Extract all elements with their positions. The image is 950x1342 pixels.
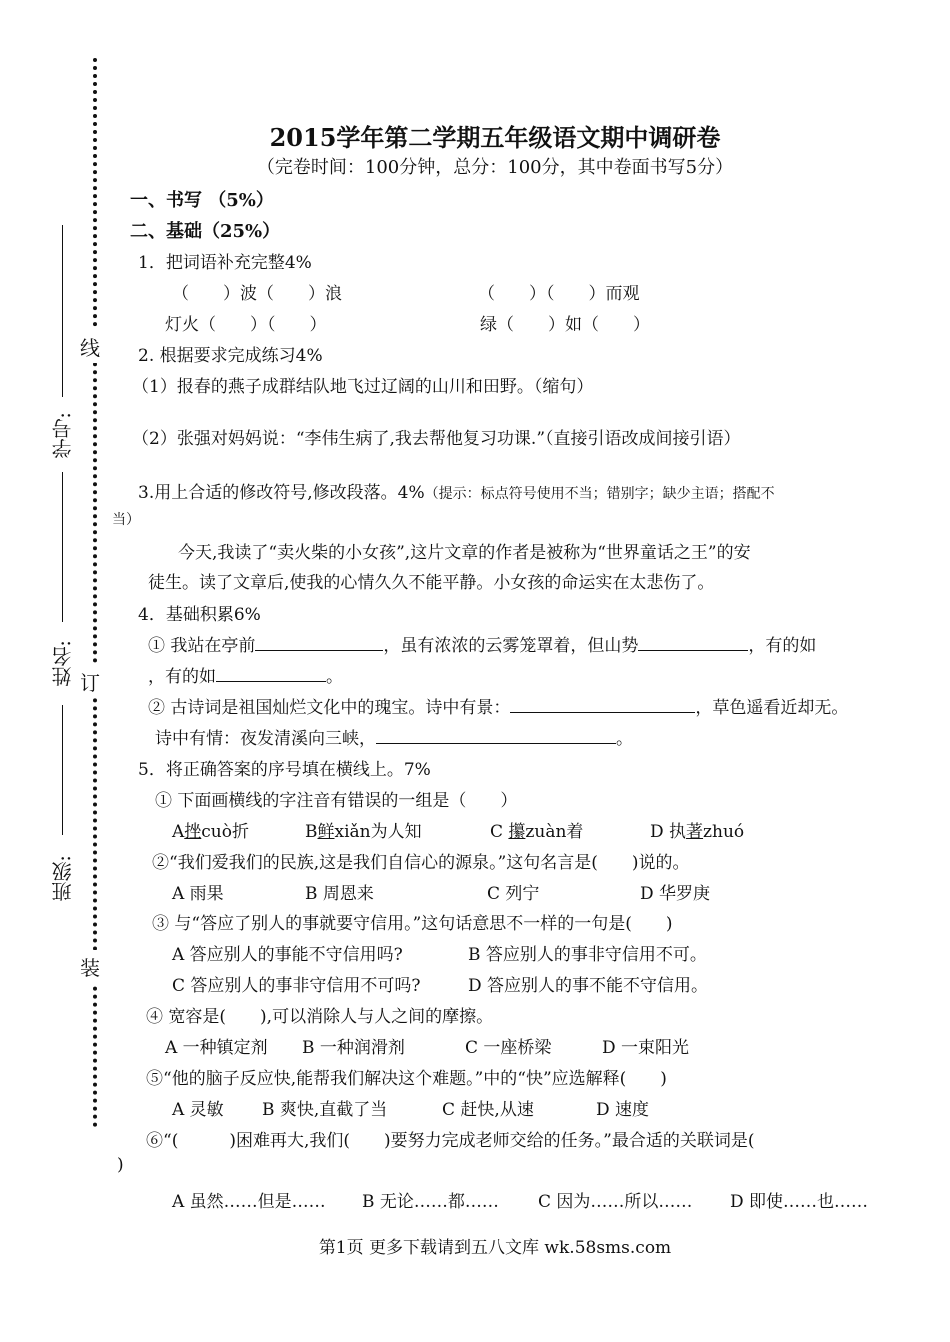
- q5-sub-2: ②“我们爱我们的民族,这是我们自信心的源泉。”这句名言是( )说的。: [152, 853, 690, 873]
- q4-answer-blank-4[interactable]: [510, 694, 695, 713]
- q4-stem: 4．基础积累6%: [138, 605, 261, 625]
- q5-sub-1-option-c: [490, 817, 583, 842]
- q4-line-2-text-b: 。: [326, 667, 343, 687]
- q5-sub-3: ③ 与“答应了别人的事就要守信用。”这句话意思不一样的一句是( ): [152, 914, 673, 934]
- q5-sub-3-option-a: A 答应别人的事能不守信用吗?: [172, 945, 403, 965]
- q5-sub-4: ④ 宽容是( ),可以消除人与人之间的摩擦。: [146, 1007, 494, 1027]
- page-subtitle: （完卷时间：100分钟，总分：100分，其中卷面书写5分）: [256, 157, 734, 178]
- q5-s1c-pre: C: [490, 822, 509, 842]
- q3-paragraph-line-1: 今天,我读了“卖火柴的小女孩”,这片文章的作者是被称为“世界童话之王”的安: [178, 543, 751, 563]
- q5-sub-5-option-b: B 爽快,直截了当: [262, 1100, 388, 1120]
- q5-sub-3-option-d: D 答应别人的事不能不守信用。: [468, 976, 709, 996]
- q5-sub-2-option-c: C 列宁: [487, 884, 540, 904]
- page-title: 2015学年第二学期五年级语文期中调研卷: [269, 123, 721, 152]
- q2-stem: 2. 根据要求完成练习4%: [138, 346, 323, 366]
- q5-s1d-underlined: 著: [686, 822, 704, 842]
- xingming-label: 姓名:: [51, 640, 75, 687]
- q5-sub-5: ⑤“他的脑子反应快,能帮我们解决这个难题。”中的“快”应选解释( ): [146, 1069, 667, 1089]
- q5-sub-6-option-b: B 无论……都……: [362, 1192, 499, 1212]
- q5-s1b-pre: B: [305, 822, 318, 842]
- q5-sub-6: ⑥“( )困难再大,我们( )要努力完成老师交给的任务。”最合适的关联词是(: [146, 1131, 755, 1151]
- banji-label: 班级:: [51, 855, 75, 902]
- q3-hint: （提示：标点符号使用不当；错别字；缺少主语；搭配不: [424, 486, 775, 502]
- q5-sub-1-option-a: [172, 817, 249, 842]
- q5-sub-6-option-c: C 因为……所以……: [538, 1192, 693, 1212]
- xingming-fill-line: [62, 705, 63, 835]
- q5-sub-1-option-d: [650, 817, 744, 842]
- q1-item-b2: 绿（ ）如（ ）: [480, 315, 650, 335]
- q1-item-a2: （ ）（ ）而观: [478, 284, 640, 304]
- q5-sub-2-option-b: B 周恩来: [305, 884, 374, 904]
- page-footer: 第1页 更多下载请到五八文库 wk.58sms.com: [318, 1238, 672, 1258]
- q5-sub-3-option-c: C 答应别人的事非守信用不可吗?: [172, 976, 421, 996]
- q5-sub-4-option-c: C 一座桥梁: [465, 1038, 552, 1058]
- q5-s1b-underlined: 鲜: [317, 822, 335, 842]
- q4-line-1-text-c: ，有的如: [748, 636, 817, 656]
- q5-sub-2-option-d: D 华罗庚: [640, 884, 711, 904]
- q5-s1d-post: zhuó: [703, 822, 745, 842]
- q4-line-3-text-a: ② 古诗词是祖国灿烂文化中的瑰宝。诗中有景：: [148, 698, 511, 718]
- q4-line-1-text-a: ① 我站在亭前: [148, 636, 256, 656]
- q5-s1a-underlined: 挫: [184, 822, 202, 842]
- q5-s1a-pre: A: [172, 822, 185, 842]
- q5-sub-1-option-b: [305, 817, 422, 842]
- xuehao-fill-line-2: [62, 472, 63, 622]
- q4-answer-blank-3[interactable]: [216, 663, 326, 682]
- q4-line-2: [148, 662, 343, 687]
- q4-line-3-text-b: ，草色遥看近却无。: [695, 698, 849, 718]
- q4-answer-blank-5[interactable]: [376, 725, 616, 744]
- q5-s1d-pre: D 执: [650, 822, 687, 842]
- q3-hint-end: 当）: [112, 512, 140, 528]
- q5-s1b-post: xiǎn为人知: [334, 822, 422, 842]
- q1-item-b1: 灯火（ ）（ ）: [165, 315, 327, 335]
- q5-sub-3-option-b: B 答应别人的事非守信用不可。: [468, 945, 707, 965]
- q5-sub-2-option-a: A 雨果: [172, 884, 224, 904]
- q4-line-4-text-a: 诗中有情：夜发清溪向三峡，: [155, 729, 376, 749]
- q5-sub-6-end: ): [117, 1155, 124, 1175]
- q3-stem-line: [138, 478, 775, 503]
- section-1-heading: 一、书写 （5%）: [130, 190, 274, 211]
- binding-label-ding: 订: [80, 665, 100, 698]
- xuehao-fill-line: [62, 225, 63, 397]
- q4-line-4: [155, 724, 633, 749]
- q5-sub-5-option-a: A 灵敏: [172, 1100, 224, 1120]
- section-2-heading: 二、基础（25%）: [130, 221, 281, 242]
- q5-s1c-underlined: 攥: [508, 822, 526, 842]
- q5-sub-6-option-a: A 虽然……但是……: [172, 1192, 326, 1212]
- q4-line-1: [148, 631, 816, 656]
- q5-sub-4-option-b: B 一种润滑剂: [302, 1038, 405, 1058]
- q2-part-2: （2）张强对妈妈说：“李伟生病了,我去帮他复习功课.”（直接引语改成间接引语）: [132, 429, 741, 449]
- q4-answer-blank-2[interactable]: [638, 632, 748, 651]
- q5-s1a-post: cuò折: [201, 822, 249, 842]
- q5-sub-6-option-d: D 即使……也……: [730, 1192, 869, 1212]
- binding-label-zhuang: 装: [80, 950, 100, 983]
- q3-paragraph-line-2: 徒生。读了文章后,使我的心情久久不能平静。小女孩的命运实在太悲伤了。: [148, 573, 715, 593]
- q4-line-2-text-a: ，有的如: [148, 667, 216, 687]
- q1-stem: 1．把词语补充完整4%: [138, 253, 312, 273]
- q5-stem: 5．将正确答案的序号填在横线上。7%: [138, 760, 431, 780]
- q5-sub-1: ① 下面画横线的字注音有错误的一组是（ ）: [155, 791, 518, 811]
- q5-sub-4-option-a: A 一种镇定剂: [165, 1038, 268, 1058]
- q4-line-4-text-b: 。: [616, 729, 633, 749]
- q1-item-a1: （ ）波（ ）浪: [172, 284, 342, 304]
- q4-answer-blank-1[interactable]: [255, 632, 383, 651]
- q5-s1c-post: zuàn着: [525, 822, 584, 842]
- q2-part-1: （1）报春的燕子成群结队地飞过辽阔的山川和田野。（缩句）: [132, 377, 594, 397]
- binding-label-xian: 线: [80, 330, 100, 363]
- q3-stem: 3.用上合适的修改符号,修改段落。4%: [138, 483, 425, 503]
- q5-sub-5-option-c: C 赶快,从速: [442, 1100, 534, 1120]
- xuehao-label: 学号:: [51, 412, 75, 459]
- q5-sub-5-option-d: D 速度: [596, 1100, 650, 1120]
- q4-line-3: [148, 693, 848, 718]
- q5-sub-4-option-d: D 一束阳光: [602, 1038, 690, 1058]
- q4-line-1-text-b: ，虽有浓浓的云雾笼罩着，但山势: [383, 636, 639, 656]
